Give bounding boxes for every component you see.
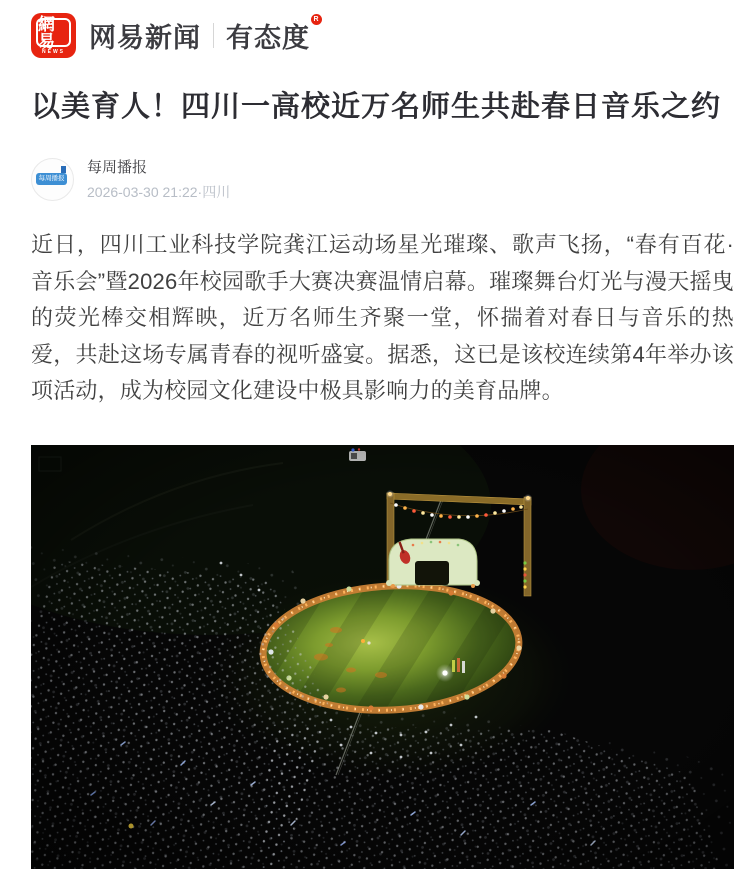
author-name[interactable]: 每周播报	[87, 159, 148, 176]
registered-trademark-icon: R	[311, 14, 322, 25]
brand-name[interactable]: 网易新闻	[89, 23, 201, 53]
author-row	[31, 156, 734, 202]
author-avatar[interactable]	[31, 158, 74, 201]
article-title: 以美育人！四川一高校近万名师生共赴春日音乐之约	[31, 91, 722, 123]
header-divider	[213, 23, 214, 48]
publish-meta: 2026-03-30 21:22·四川	[87, 184, 231, 200]
slogan-text: 有态度	[226, 23, 310, 53]
article-body: 近日，四川工业科技学院龚江运动场星光璀璨、歌声飞扬，“春有百花·音乐会”暨2026年校园歌手大赛决赛温情启幕。璀璨舞台灯光与漫天摇曳的荧光棒交相辉映，近万名师生齐聚一堂，怀揣着对春日与音乐的热爱，共赴这场专属青春的视听盛宴。据悉，这已是该校连续第4年举办该项活动，成为校园文化建设中极具影响力的美育品牌。	[31, 232, 734, 403]
logo-text: 網易	[38, 14, 56, 51]
logo-frame	[36, 14, 71, 51]
concert-photo-illustration	[31, 445, 734, 869]
avatar-badge: 每周播报	[36, 173, 67, 185]
logo-subtext: NEWS	[42, 49, 65, 55]
author-info	[87, 156, 230, 202]
avatar-building-icon	[61, 166, 66, 173]
article-photo[interactable]	[31, 445, 734, 869]
netease-logo-icon[interactable]	[31, 13, 76, 58]
brand-slogan	[226, 16, 322, 55]
site-header	[31, 0, 734, 58]
